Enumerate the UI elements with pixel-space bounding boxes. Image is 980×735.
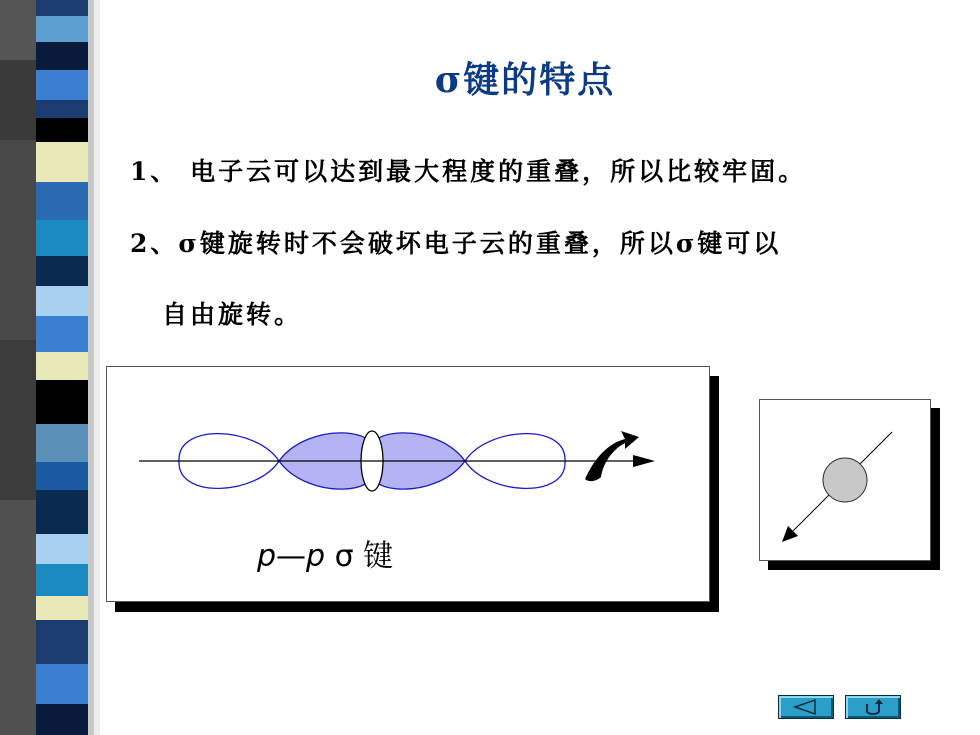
return-button[interactable] — [845, 695, 901, 719]
point-2-text: 2、σ键旋转时不会破坏电子云的重叠，所以σ键可以 — [130, 229, 782, 258]
rotation-arrow-icon — [585, 431, 639, 481]
caption-rest: σ 键 — [325, 539, 394, 574]
caption-p2: p — [306, 539, 326, 574]
caption-dash: — — [276, 539, 307, 574]
previous-slide-button[interactable] — [778, 695, 834, 719]
end-view-drawing — [760, 400, 930, 560]
point-2-continuation-text: 自由旋转。 — [162, 300, 303, 329]
decorative-stripe-sidebar — [0, 0, 100, 735]
end-view-orbital — [823, 458, 867, 502]
sigma-bond-diagram — [106, 366, 710, 602]
axis-arrowhead — [633, 455, 655, 467]
caption-p1: p — [257, 539, 277, 574]
end-view-diagram — [759, 399, 931, 561]
slide-title: σ键的特点 — [434, 59, 616, 101]
point-1-text: 1、 电子云可以达到最大程度的重叠，所以比较牢固。 — [130, 157, 807, 186]
orbital-overlap-drawing — [107, 367, 709, 601]
diagram-caption — [257, 531, 393, 575]
return-arrow-icon — [846, 696, 900, 718]
left-triangle-icon — [779, 696, 833, 718]
